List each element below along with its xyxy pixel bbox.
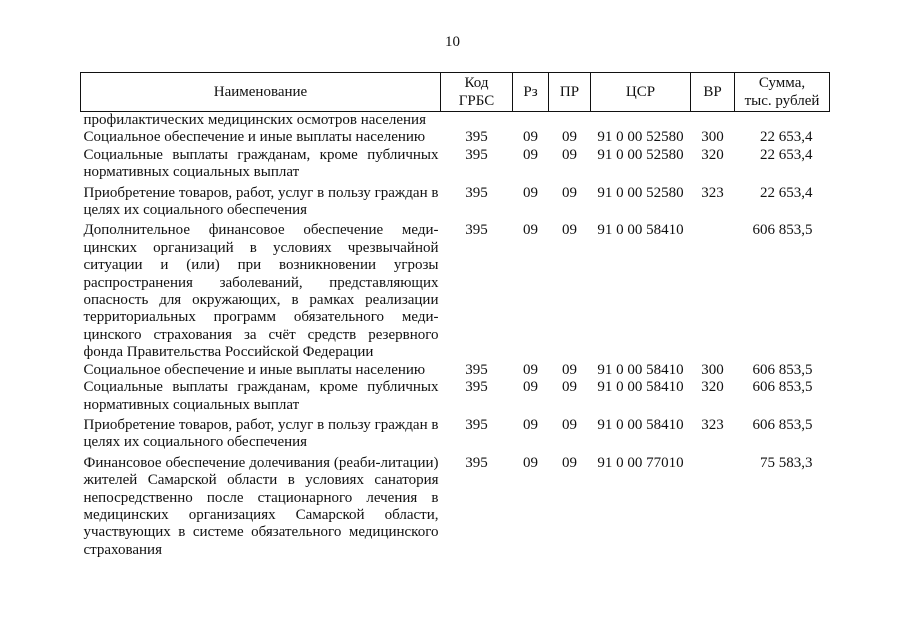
cell-csr: 91 0 00 58410 [597, 379, 684, 396]
cell-vr: 323 [701, 416, 724, 433]
header-csr: ЦСР [591, 73, 691, 112]
cell-name: Приобретение товаров, работ, услуг в пользу граждан в целях их социального обеспечения [83, 184, 439, 219]
cell-pr: 09 [562, 222, 577, 239]
cell-pr: 09 [562, 146, 577, 163]
cell-pr: 09 [562, 379, 577, 396]
cell-grbs: 395 [465, 454, 488, 471]
cell-sum: 606 853,5 [752, 222, 813, 239]
cell-grbs: 395 [465, 416, 488, 433]
cell-sum: 606 853,5 [752, 379, 813, 396]
cell-rz: 09 [523, 184, 538, 201]
table-row [81, 112, 830, 130]
cell-vr: 320 [701, 379, 724, 396]
table-row [81, 414, 830, 452]
cell-csr: 91 0 00 52580 [597, 146, 684, 163]
table-header-row [81, 73, 830, 112]
cell-sum: 22 653,4 [760, 129, 813, 146]
header-sum: Сумма, тыс. рублей [735, 73, 830, 112]
cell-vr: 300 [701, 129, 724, 146]
table-row [81, 362, 830, 379]
cell-csr: 91 0 00 52580 [597, 129, 684, 146]
cell-grbs: 395 [465, 129, 488, 146]
header-vr: ВР [691, 73, 735, 112]
table-header [81, 73, 830, 112]
page-number: 10 [445, 34, 460, 50]
cell-rz: 09 [523, 222, 538, 239]
budget-table [80, 72, 830, 559]
cell-csr: 91 0 00 52580 [597, 184, 684, 201]
cell-vr: 323 [701, 184, 724, 201]
header-rz: Рз [513, 73, 549, 112]
cell-csr: 91 0 00 58410 [597, 361, 684, 378]
cell-name: Социальные выплаты гражданам, кроме публичных нормативных социальных выплат [83, 379, 439, 413]
cell-name: Приобретение товаров, работ, услуг в пользу граждан в целях их социального обеспечения [83, 416, 439, 451]
cell-grbs: 395 [465, 184, 488, 201]
cell-csr: 91 0 00 58410 [597, 222, 684, 239]
cell-sum: 22 653,4 [760, 146, 813, 163]
cell-grbs: 395 [465, 379, 488, 396]
cell-rz: 09 [523, 379, 538, 396]
cell-name: Финансовое обеспечение долечивания (реаби-литации) жителей Самарской области в условиях санатория непосредственно после стационарного лечения в медицинских организациях Самарской области, участвующих в системе обязательного медицинского страхования [83, 454, 439, 558]
cell-csr: 91 0 00 77010 [597, 454, 684, 471]
table-row [81, 219, 830, 361]
header-name: Наименование [81, 73, 441, 112]
cell-grbs: 395 [465, 361, 488, 378]
cell-pr: 09 [562, 129, 577, 146]
cell-name: Дополнительное финансовое обеспечение меди-цинских организаций в условиях чрезвычайной ситуации и (или) при возникновении угрозы распространения заболеваний, представляющих опасность для окружающих, в рамках реализации территориальных программ обязательного меди-цинского страхования за счёт средств резервного фонда Правительства Российской Федерации [83, 222, 439, 361]
cell-sum: 606 853,5 [752, 416, 813, 433]
cell-sum: 606 853,5 [752, 361, 813, 378]
cell-rz: 09 [523, 416, 538, 433]
table-row [81, 379, 830, 414]
cell-pr [549, 112, 591, 130]
table-row [81, 452, 830, 559]
cell-csr [591, 112, 691, 130]
cell-pr: 09 [562, 361, 577, 378]
cell-pr: 09 [562, 454, 577, 471]
cell-name: Социальные выплаты гражданам, кроме публичных нормативных социальных выплат [83, 146, 439, 181]
cell-vr [691, 452, 735, 559]
cell-sum: 75 583,3 [760, 454, 813, 471]
cell-rz [513, 112, 549, 130]
cell-vr [691, 112, 735, 130]
cell-pr: 09 [562, 416, 577, 433]
header-pr: ПР [549, 73, 591, 112]
table-body [81, 112, 830, 560]
cell-rz: 09 [523, 146, 538, 163]
cell-vr [691, 219, 735, 361]
cell-pr: 09 [562, 184, 577, 201]
cell-rz: 09 [523, 454, 538, 471]
cell-grbs: 395 [465, 222, 488, 239]
table-row [81, 182, 830, 220]
table-row [81, 129, 830, 146]
header-grbs: Код ГРБС [441, 73, 513, 112]
cell-vr: 300 [701, 361, 724, 378]
cell-name: Социальное обеспечение и иные выплаты населению [83, 129, 426, 146]
cell-name: Социальное обеспечение и иные выплаты населению [83, 361, 426, 378]
cell-grbs [441, 112, 513, 130]
cell-name: профилактических медицинских осмотров населения [83, 112, 426, 128]
cell-csr: 91 0 00 58410 [597, 416, 684, 433]
cell-vr: 320 [701, 146, 724, 163]
cell-rz: 09 [523, 361, 538, 378]
table-row [81, 147, 830, 182]
cell-sum [735, 112, 830, 130]
cell-grbs: 395 [465, 146, 488, 163]
cell-rz: 09 [523, 129, 538, 146]
cell-sum: 22 653,4 [760, 184, 813, 201]
